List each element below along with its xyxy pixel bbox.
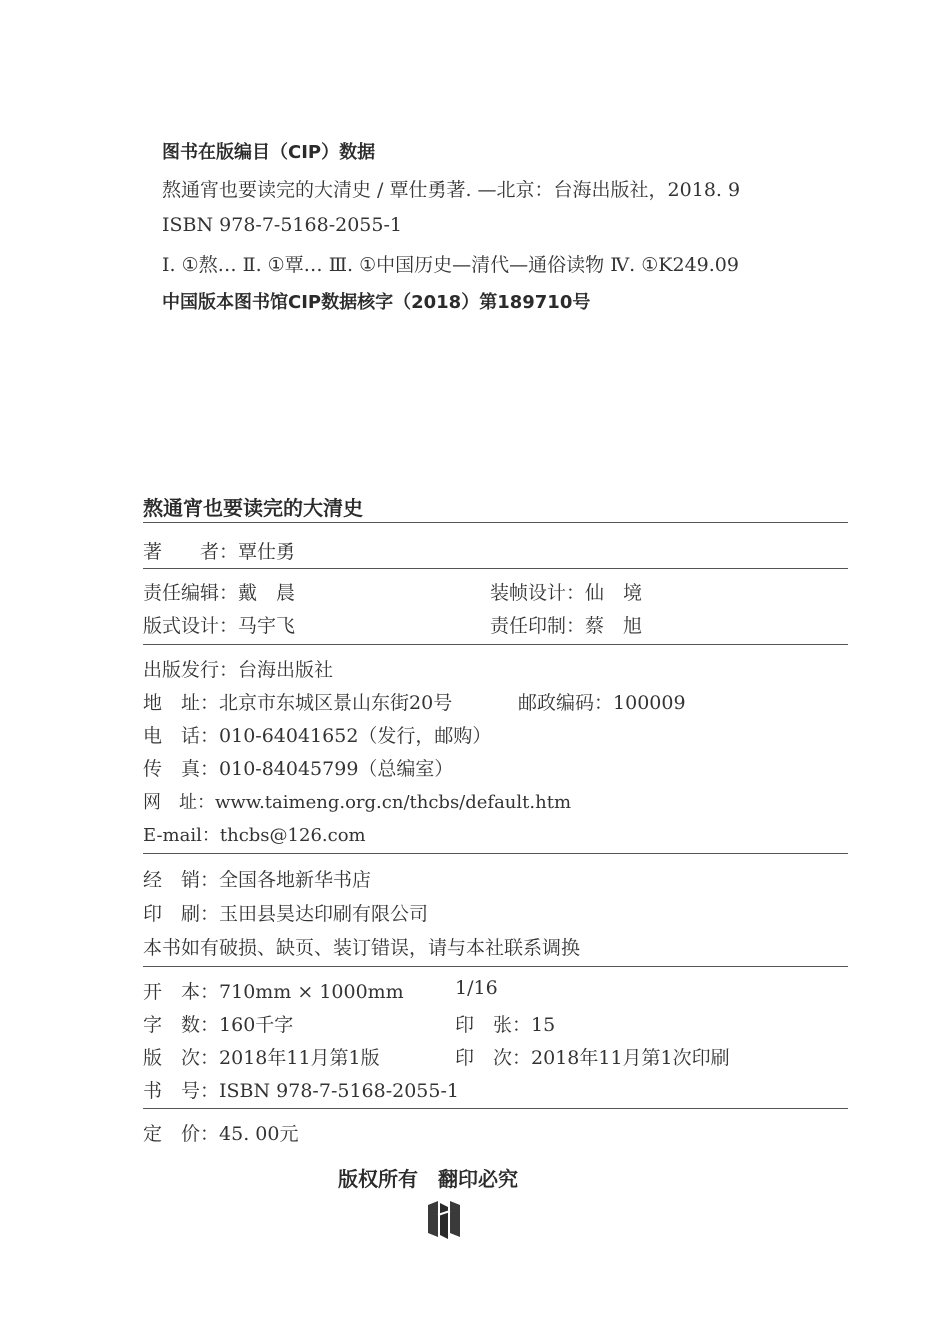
author-value: 覃仕勇	[238, 541, 296, 563]
editor-row	[143, 578, 295, 605]
copyright-notice: 版权所有 翻印必究	[338, 1167, 518, 1191]
publisher-row	[143, 655, 333, 682]
phone-row	[143, 721, 491, 748]
editor-label: 责任编辑：	[143, 582, 239, 604]
email-link[interactable]: thcbs@126.com	[219, 825, 366, 846]
fax-row	[143, 754, 453, 781]
address-value: 北京市东城区景山东街20号	[219, 692, 453, 714]
email-row	[143, 821, 366, 847]
cip-record-number: 中国版本图书馆CIP数据核字（2018）第189710号	[162, 292, 591, 313]
distributor-label: 经 销：	[143, 869, 220, 891]
price-row	[143, 1119, 298, 1146]
cip-heading: 图书在版编目（CIP）数据	[162, 142, 376, 163]
cip-title-line: 熬通宵也要读完的大清史 / 覃仕勇著. —北京：台海出版社，2018. 9	[162, 179, 741, 201]
edition-value: 2018年11月第1版	[219, 1047, 380, 1069]
editor-value: 戴 晨	[238, 582, 296, 604]
layout-design-label: 版式设计：	[143, 615, 239, 637]
website-link[interactable]: www.taimeng.org.cn/thcbs/default.htm	[215, 792, 572, 813]
distributor-row	[143, 865, 371, 892]
phone-label: 电 话：	[143, 725, 220, 747]
words-label: 字 数：	[143, 1014, 220, 1036]
isbn-row	[143, 1076, 459, 1103]
fax-value: 010-84045799（总编室）	[219, 758, 454, 780]
postcode-label: 邮政编码：	[518, 692, 614, 714]
sheets-label: 印 张：	[455, 1014, 532, 1036]
publisher-logo-icon	[426, 1197, 462, 1241]
edition-label: 版 次：	[143, 1047, 220, 1069]
impression-value: 2018年11月第1次印刷	[531, 1047, 730, 1069]
postcode-row	[518, 688, 686, 715]
print-manager-row	[490, 611, 642, 638]
book-title: 熬通宵也要读完的大清史	[143, 496, 363, 520]
website-row	[143, 788, 571, 814]
address-row	[143, 688, 452, 715]
print-manager-value: 蔡 旭	[585, 615, 643, 637]
cover-design-label: 装帧设计：	[490, 582, 586, 604]
printer-row	[143, 899, 428, 926]
format-fraction: 1/16	[455, 977, 498, 999]
fax-label: 传 真：	[143, 758, 220, 780]
edition-row	[143, 1043, 380, 1070]
cip-classification-line: Ⅰ. ①熬… Ⅱ. ①覃… Ⅲ. ①中国历史—清代—通俗读物 Ⅳ. ①K249.09	[162, 254, 739, 276]
address-label: 地 址：	[143, 692, 220, 714]
publisher-value: 台海出版社	[238, 659, 334, 681]
postcode-value: 100009	[613, 692, 686, 714]
price-label: 定 价：	[143, 1123, 220, 1145]
isbn-label: 书 号：	[143, 1080, 220, 1102]
printer-label: 印 刷：	[143, 903, 220, 925]
divider	[143, 1108, 848, 1109]
words-row	[143, 1010, 293, 1037]
divider	[143, 966, 848, 967]
cover-design-value: 仙 境	[585, 582, 643, 604]
divider	[143, 644, 848, 645]
divider	[143, 853, 848, 854]
impression-row	[455, 1043, 730, 1070]
divider	[143, 568, 848, 569]
format-row	[143, 977, 404, 1004]
format-value: 710mm × 1000mm	[219, 981, 404, 1003]
divider	[143, 522, 848, 523]
author-row	[143, 537, 295, 564]
words-value: 160千字	[219, 1014, 294, 1036]
price-value: 45. 00元	[219, 1123, 299, 1145]
cover-design-row	[490, 578, 642, 605]
isbn-value: ISBN 978-7-5168-2055-1	[219, 1080, 459, 1102]
publisher-label: 出版发行：	[143, 659, 239, 681]
phone-value: 010-64041652（发行，邮购）	[219, 725, 492, 747]
distributor-value: 全国各地新华书店	[219, 869, 372, 891]
print-manager-label: 责任印制：	[490, 615, 586, 637]
cip-isbn-line: ISBN 978-7-5168-2055-1	[162, 214, 402, 236]
sheets-value: 15	[531, 1014, 556, 1036]
damage-notice: 本书如有破损、缺页、装订错误，请与本社联系调换	[143, 937, 581, 959]
printer-value: 玉田县昊达印刷有限公司	[219, 903, 429, 925]
layout-design-value: 马宇飞	[238, 615, 296, 637]
author-label: 著 者：	[143, 541, 239, 563]
email-label: E-mail：	[143, 825, 220, 846]
impression-label: 印 次：	[455, 1047, 532, 1069]
sheets-row	[455, 1010, 555, 1037]
website-label: 网 址：	[143, 792, 215, 813]
layout-design-row	[143, 611, 295, 638]
format-label: 开 本：	[143, 981, 220, 1003]
